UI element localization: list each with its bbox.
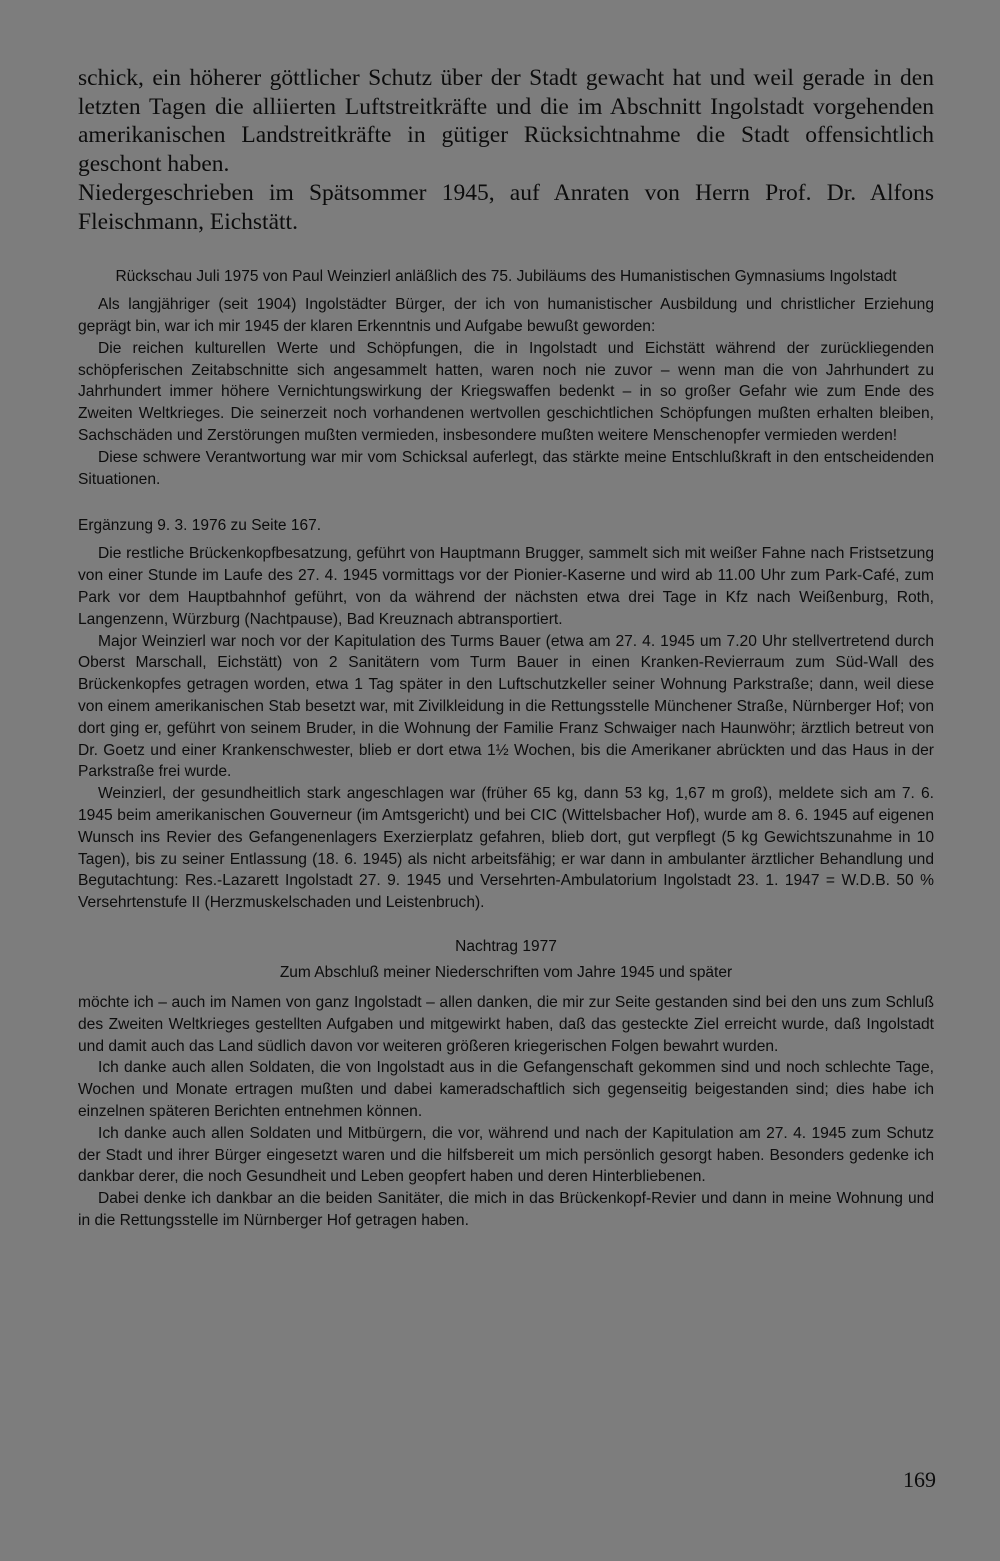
intro-paragraph: schick, ein höherer göttlicher Schutz über der Stadt gewacht hat und weil gerade in den letzten Tagen die alliierten Luftstreitkräfte und die im Abschnitt Ingolstadt vorgehenden amerikanischen Landstreitkräfte in gütiger Rücksichtnahme die Stadt offensichtlich geschont haben. bbox=[78, 65, 934, 178]
paragraph: Dabei denke ich dankbar an die beiden Sanitäter, die mich in das Brückenkopf-Revier und dann in meine Wohnung und in die Rettungsstelle im Nürnberger Hof getragen haben. bbox=[78, 1190, 934, 1229]
section-heading: Rückschau Juli 1975 von Paul Weinzierl anläßlich des 75. Jubiläums des Humanistischen Gymnasiums Ingolstadt bbox=[115, 268, 897, 286]
paragraph: Die reichen kulturellen Werte und Schöpfungen, die in Ingolstadt und Eichstätt während der zurückliegenden schöpferischen Zeitabschnitte sich angesammelt hatten, waren noch nie zuvor – wenn man die von Jahrhundert zu Jahrhundert immer höhere Vernichtungswirkung der Kriegswaffen bedenkt – in so großer Gefahr wie zum Ende des Zweiten Weltkrieges. Die seinerzeit noch vorhandenen wertvollen geschichtlichen Schöpfungen mußten erhalten bleiben, Sachschäden und Zerstörungen mußten vermieden, insbesondere mußten weitere Menschenopfer vermieden werden! bbox=[78, 339, 934, 444]
section-heading: Nachtrag 1977 bbox=[455, 937, 557, 955]
paragraph: möchte ich – auch im Namen von ganz Ingolstadt – allen danken, die mir zur Seite gestanden sind bei den uns zum Schluß des Zweiten Weltkrieges gestellten Aufgaben und mitgewirkt haben, daß das gesteckte Ziel erreicht wurde, daß Ingolstadt und damit auch das Land südlich davon vor weiteren größeren kriegerischen Folgen bewahrt wurden. bbox=[78, 993, 934, 1055]
paragraph: Weinzierl, der gesundheitlich stark angeschlagen war (früher 65 kg, dann 53 kg, 1,67 m groß), meldete sich am 7. 6. 1945 beim amerikanischen Gouverneur (im Amtsgericht) und bei CIC (Wittelsbacher Hof), wurde am 8. 6. 1945 auf eigenen Wunsch ins Revier des Gefangenenlagers Exerzierplatz gefahren, blieb dort, gut verpflegt (5 kg Gewichtszunahme in 10 Tagen), bis zu seiner Entlassung (18. 6. 1945) als nicht arbeitsfähig; er war dann in ambulanter ärztlicher Behandlung und Begutachtung: Res.-Lazarett Ingolstadt 27. 9. 1945 und Versehrten-Ambulatorium Ingolstadt 23. 1. 1947 = W.D.B. 50 % Versehrtenstufe II (Herzmuskelschaden und Leistenbruch). bbox=[78, 785, 934, 912]
paragraph: Die restliche Brückenkopfbesatzung, geführt von Hauptmann Brugger, sammelt sich mit weißer Fahne nach Fristsetzung von einer Stunde im Laufe des 27. 4. 1945 vormittags vor der Pionier-Kaserne und wird ab 11.00 Uhr zum Park-Café, zum Park vor dem Hauptbahnhof geführt, von da während der nächsten etwa drei Tage in Kfz nach Weißenburg, Roth, Langenzenn, Würzburg (Nachtpause), Bad Kreuznach abtransportiert. bbox=[78, 545, 934, 628]
paragraph: Als langjähriger (seit 1904) Ingolstädter Bürger, der ich von humanistischer Ausbildung und christlicher Erziehung geprägt bin, war ich mir 1945 der klaren Erkenntnis und Aufgabe bewußt geworden: bbox=[78, 296, 934, 336]
section-nachtrag bbox=[78, 936, 934, 1232]
page-content bbox=[78, 64, 934, 1232]
paragraph: Ich danke auch allen Soldaten, die von Ingolstadt aus in die Gefangenschaft gekommen sind und noch schlechte Tage, Wochen und Monate ertragen mußten und dabei kameradschaftlich sich gegenseitig beigestanden sind; dies habe ich einzelnen späteren Berichten entnehmen können. bbox=[78, 1059, 934, 1120]
paragraph: Ich danke auch allen Soldaten und Mitbürgern, die vor, während und nach der Kapitulation am 27. 4. 1945 zum Schutz der Stadt und ihrer Bürger eingesetzt waren und die hilfsbereit um mich persönlich gesorgt haben. Besonders gedenke ich dankbar derer, die noch Gesundheit und Leben geopfert haben und deren Hinterbliebenen. bbox=[78, 1124, 934, 1186]
paragraph: Major Weinzierl war noch vor der Kapitulation des Turms Bauer (etwa am 27. 4. 1945 um 7.20 Uhr stellvertretend durch Oberst Marschall, Eichstätt) von 2 Sanitätern vom Turm Bauer in einen Kranken-Revierraum zum Süd-Wall des Brückenkopfes getragen worden, etwa 1 Tag später in den Luftschutzkeller seiner Wohnung Parkstraße; dann, weil diese von einem amerikanischen Stab besetzt war, mit Zivilkleidung in die Rettungsstelle Münchener Straße, Nürnberger Hof; von dort ging er, geführt von seinem Bruder, in die Wohnung der Familie Franz Schwaiger nach Haunwöhr; ärztlich betreut von Dr. Goetz und einer Krankenschwester, blieb er dort etwa 1½ Wochen, bis die Amerikaner abrückten und das Haus in der Parkstraße frei wurde. bbox=[78, 632, 934, 781]
section-rueckschau bbox=[78, 266, 934, 490]
section-ergaenzung bbox=[78, 515, 934, 914]
intro-paragraph: Niedergeschrieben im Spätsommer 1945, auf Anraten von Herrn Prof. Dr. Alfons Fleischmann, Eichstätt. bbox=[78, 179, 934, 235]
section-heading: Ergänzung 9. 3. 1976 zu Seite 167. bbox=[78, 517, 322, 535]
paragraph: Diese schwere Verantwortung war mir vom Schicksal auferlegt, das stärkte meine Entschlußkraft in den entscheidenden Situationen. bbox=[78, 448, 934, 488]
page-number: 169 bbox=[903, 1467, 936, 1492]
intro-section bbox=[78, 64, 934, 236]
section-subheading: Zum Abschluß meiner Niederschriften vom Jahre 1945 und später bbox=[279, 963, 733, 981]
